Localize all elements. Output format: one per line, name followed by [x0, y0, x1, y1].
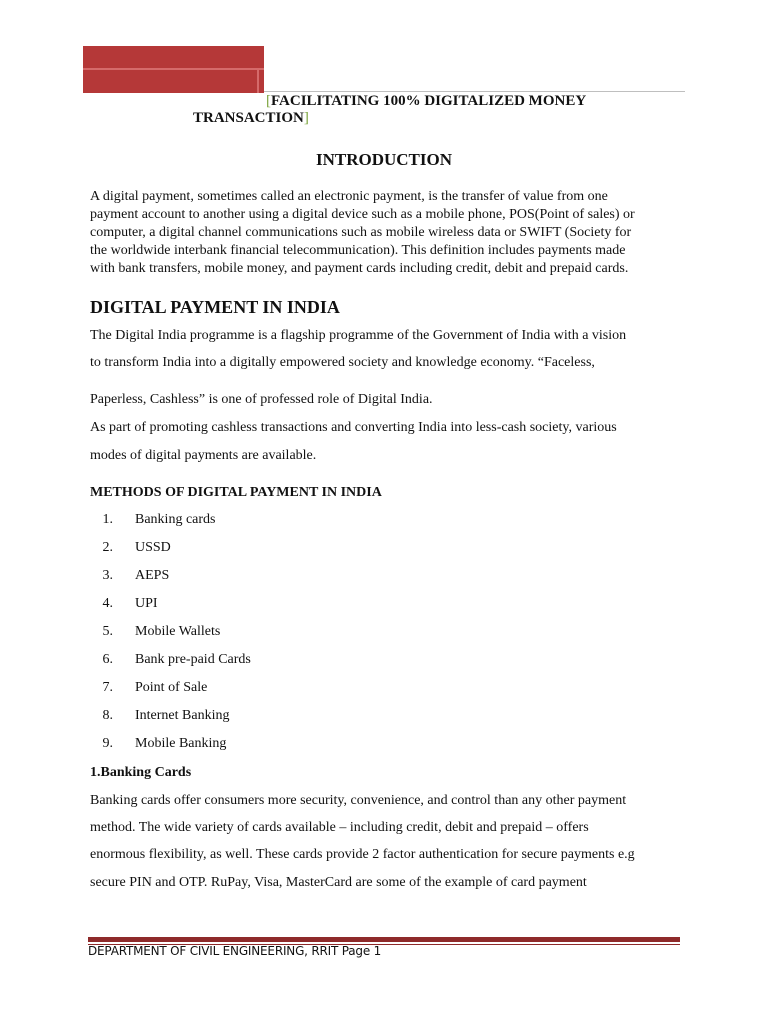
intro-line: payment account to another using a digital device such as a mobile phone, POS(Point of sales) or	[90, 207, 635, 222]
document-title-text-2: TRANSACTION	[193, 110, 304, 126]
list-item-label: Point of Sale	[135, 680, 208, 695]
list-item-number: 9.	[102, 736, 113, 751]
india-line: As part of promoting cashless transactions and converting India into less-cash society, various	[90, 420, 617, 435]
intro-line: A digital payment, sometimes called an electronic payment, is the transfer of value from one	[90, 189, 608, 204]
banking-line: enormous flexibility, as well. These cards provide 2 factor authentication for secure payments e.g	[90, 847, 635, 862]
intro-line: computer, a digital channel communications such as mobile wireless data or SWIFT (Society for	[90, 225, 632, 240]
list-item-number: 3.	[102, 568, 113, 583]
list-item-number: 1.	[102, 512, 113, 527]
list-item	[90, 730, 251, 758]
list-item-number: 8.	[102, 708, 113, 723]
header-color-block	[83, 46, 264, 93]
list-item	[90, 674, 251, 702]
methods-list	[90, 506, 251, 758]
banking-line: Banking cards offer consumers more security, convenience, and control than any other payment	[90, 793, 627, 808]
list-item	[90, 618, 251, 646]
list-item-label: Bank pre-paid Cards	[135, 652, 251, 667]
document-title-text-1: FACILITATING 100% DIGITALIZED MONEY	[271, 93, 587, 109]
list-item-label: Mobile Banking	[135, 736, 227, 751]
india-line: modes of digital payments are available.	[90, 448, 317, 463]
footer-rule-thick	[88, 937, 680, 942]
list-item	[90, 562, 251, 590]
list-item	[90, 534, 251, 562]
list-item-number: 4.	[102, 596, 113, 611]
banking-line: method. The wide variety of cards available – including credit, debit and prepaid – offers	[90, 820, 589, 835]
list-item-number: 7.	[102, 680, 113, 695]
list-item	[90, 590, 251, 618]
list-item-label: Mobile Wallets	[135, 624, 221, 639]
banking-cards-heading: 1.Banking Cards	[90, 765, 192, 780]
list-item	[90, 702, 251, 730]
list-item-label: USSD	[135, 540, 171, 555]
banking-line: secure PIN and OTP. RuPay, Visa, MasterCard are some of the example of card payment	[90, 875, 587, 890]
digital-payment-india-heading: DIGITAL PAYMENT IN INDIA	[90, 297, 340, 317]
list-item-number: 2.	[102, 540, 113, 555]
india-line: The Digital India programme is a flagship programme of the Government of India with a vision	[90, 328, 627, 343]
india-line: Paperless, Cashless” is one of professed role of Digital India.	[90, 392, 433, 407]
title-bracket-close: ]	[303, 110, 309, 126]
list-item-label: Internet Banking	[135, 708, 230, 723]
introduction-heading: INTRODUCTION	[315, 150, 453, 169]
list-item-number: 6.	[102, 652, 113, 667]
intro-line: with bank transfers, mobile money, and payment cards including credit, debit and prepaid cards.	[90, 261, 629, 276]
list-item-label: AEPS	[135, 568, 170, 583]
methods-heading: METHODS OF DIGITAL PAYMENT IN INDIA	[90, 485, 382, 500]
title-bracket-open: [	[266, 93, 271, 109]
page-footer: DEPARTMENT OF CIVIL ENGINEERING, RRIT Page 1	[88, 944, 382, 958]
list-item-label: Banking cards	[135, 512, 216, 527]
list-item	[90, 646, 251, 674]
intro-line: the worldwide interbank financial telecommunication). This definition includes payments made	[90, 243, 626, 258]
document-title-line-1	[266, 92, 586, 110]
document-title-line-2	[193, 109, 309, 127]
header-block-notch	[257, 70, 259, 93]
list-item-number: 5.	[102, 624, 113, 639]
list-item	[90, 506, 251, 534]
header-block-stripe	[83, 68, 264, 70]
list-item-label: UPI	[135, 596, 158, 611]
india-line: to transform India into a digitally empowered society and knowledge economy. “Faceless,	[90, 355, 595, 370]
